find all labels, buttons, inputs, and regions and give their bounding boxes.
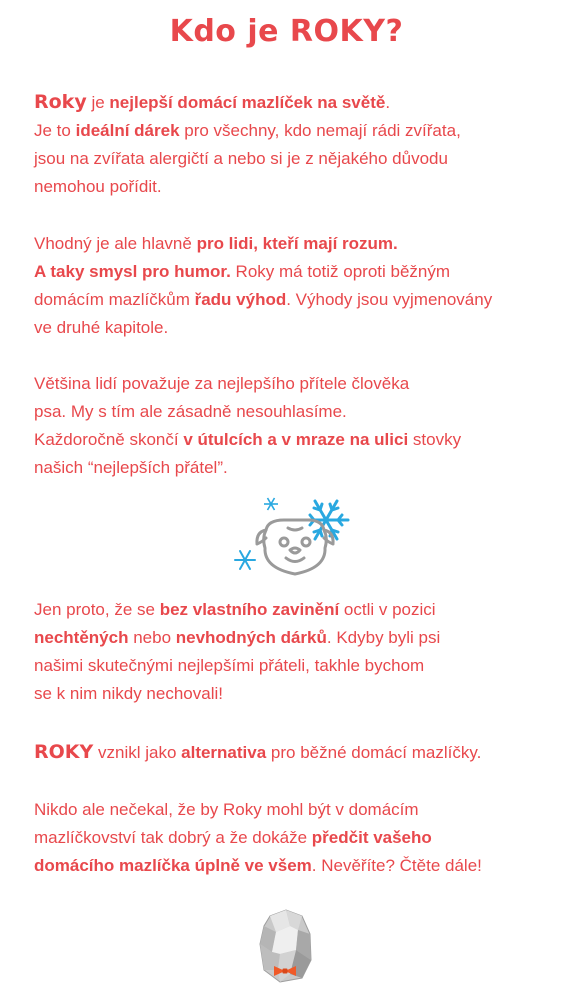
text-line: ve druhé kapitole. <box>34 318 169 337</box>
text-line: nemohou pořídit. <box>34 177 162 196</box>
text: nebo <box>128 628 176 647</box>
text: domácím mazlíčkům <box>34 290 195 309</box>
text: octli v pozici <box>339 600 436 619</box>
text: Roky má totiž oproti běžným <box>230 262 451 281</box>
text: Vhodný je ale hlavně <box>34 234 197 253</box>
bold-phrase: pro lidi, kteří mají rozum. <box>196 234 398 253</box>
bold-phrase: nechtěných <box>34 628 129 647</box>
text: . Výhody jsou vyjmenovány <box>286 290 493 309</box>
text: . Kdyby byli psi <box>326 628 441 647</box>
text: stovky <box>408 430 462 449</box>
text: mazlíčkovství tak dobrý a že dokáže <box>34 828 312 847</box>
bold-phrase: ideální dárek <box>75 121 180 140</box>
paragraph-alternative <box>34 738 564 767</box>
text-line: se k nim nikdy nechovali! <box>34 684 223 703</box>
rock-bowtie-icon <box>256 908 314 988</box>
snowflake-icon <box>235 551 255 569</box>
text: vznikl jako <box>93 743 182 762</box>
bold-phrase: bez vlastního zavinění <box>159 600 340 619</box>
paragraph-suitable <box>34 230 564 342</box>
bold-phrase: řadu výhod <box>194 290 287 309</box>
bold-phrase: předčit vašeho <box>311 828 432 847</box>
bold-phrase: A taky smysl pro humor. <box>34 262 231 281</box>
bold-phrase: alternativa <box>181 743 267 762</box>
text-line: Nikdo ale nečekal, že by Roky mohl být v domácím <box>34 800 419 819</box>
text-line: jsou na zvířata alergičtí a nebo si je z nějakého důvodu <box>34 149 448 168</box>
text: . Nevěříte? Čtěte dále! <box>311 856 482 875</box>
paragraph-conclusion <box>34 796 564 880</box>
paragraph-intro <box>34 88 564 201</box>
text: je <box>86 93 110 112</box>
paragraph-dogs <box>34 370 564 482</box>
pug-snowflakes-illustration <box>228 490 358 585</box>
text-line: našimi skutečnými nejlepšími přáteli, takhle bychom <box>34 656 425 675</box>
text: Každoročně skončí <box>34 430 184 449</box>
bold-phrase: nejlepší domácí mazlíček na světě <box>109 93 386 112</box>
page-title: Kdo je ROKY? <box>169 14 404 49</box>
text-line: našich “nejlepších přátel”. <box>34 458 228 477</box>
text: Jen proto, že se <box>34 600 160 619</box>
snowflake-icon <box>264 498 278 510</box>
text: . <box>385 93 391 112</box>
roky-name: Roky <box>34 91 87 113</box>
text-line: psa. My s tím ale zásadně nesouhlasíme. <box>34 402 347 421</box>
text-line: Většina lidí považuje za nejlepšího přítele člověka <box>34 374 410 393</box>
bold-phrase: v útulcích a v mraze na ulici <box>183 430 409 449</box>
bold-phrase: domácího mazlíčka úplně ve všem <box>34 856 312 875</box>
text: Je to <box>34 121 76 140</box>
roky-name: ROKY <box>34 741 94 763</box>
paragraph-gifts <box>34 596 564 708</box>
bold-phrase: nevhodných dárků <box>175 628 327 647</box>
text: pro všechny, kdo nemají rádi zvířata, <box>179 121 461 140</box>
text: pro běžné domácí mazlíčky. <box>266 743 482 762</box>
